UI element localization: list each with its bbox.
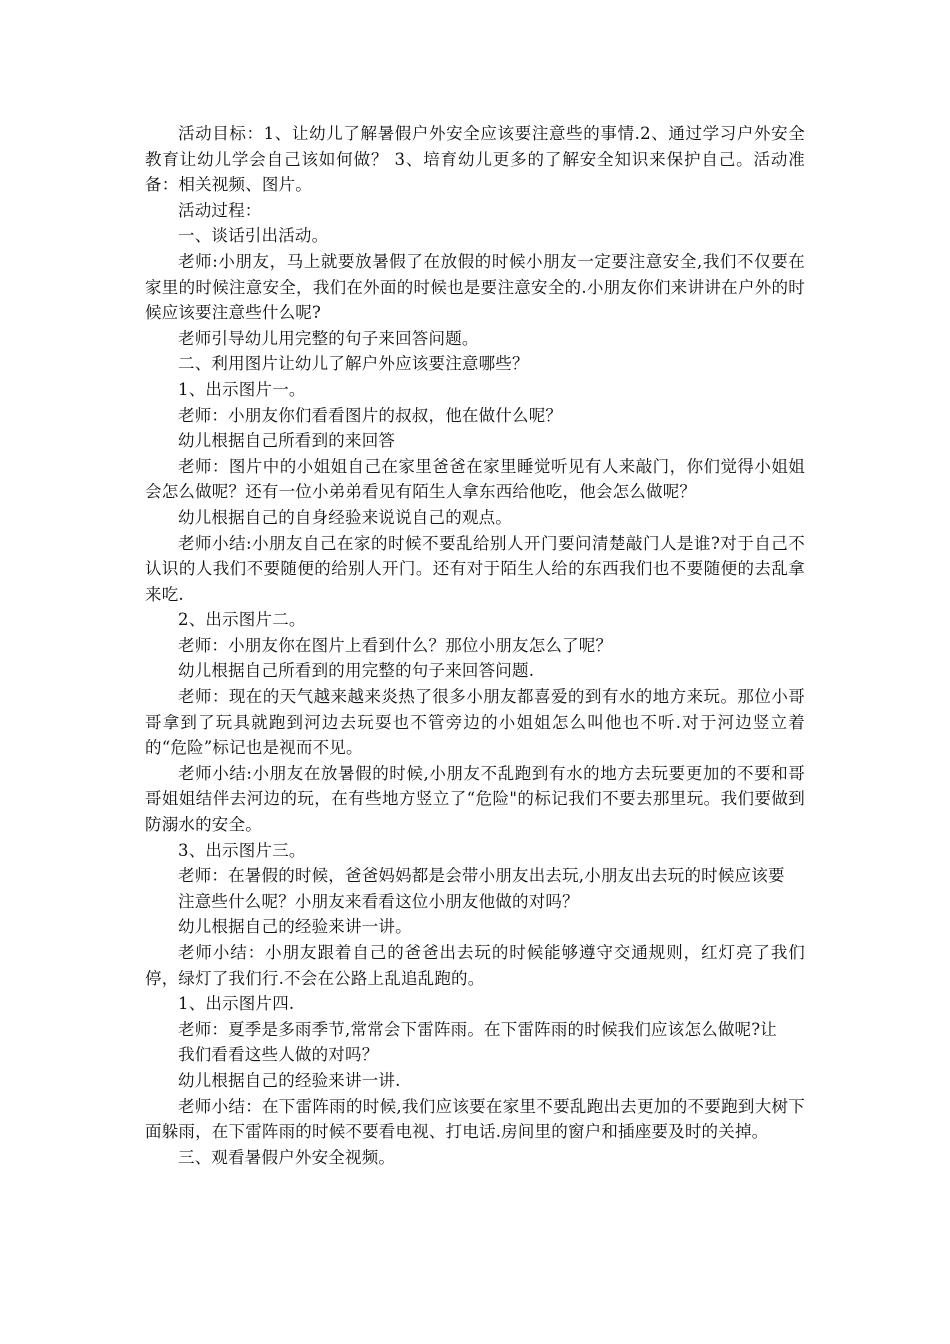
document-paragraph: 幼儿根据自己所看到的来回答 [178, 431, 396, 451]
document-paragraph: 活动目标：1、让幼儿了解暑假户外安全应该要注意些的事情.2、通过学习户外安全教育让幼儿学会自己该如何做？ 3、培育幼儿更多的了解安全知识来保护自己。活动准备：相关视频、图片。 [145, 124, 805, 195]
document-paragraph: 幼儿根据自己的经验来讲一讲. [178, 1070, 401, 1090]
document-body [145, 121, 805, 1170]
document-paragraph: 一、谈话引出活动。 [178, 226, 329, 246]
document-paragraph: 幼儿根据自己所看到的用完整的句子来回答问题. [178, 661, 535, 681]
document-paragraph: 幼儿根据自己的经验来讲一讲。 [178, 917, 412, 937]
document-paragraph: 老师:小朋友，马上就要放暑假了在放假的时候小朋友一定要注意安全,我们不仅要在家里的时候注意安全，我们在外面的时候也是要注意安全的.小朋友你们来讲讲在户外的时候应该要注意些什么呢? [145, 251, 805, 323]
document-paragraph: 二、利用图片让幼儿了解户外应该要注意哪些？ [178, 354, 529, 374]
document-paragraph: 老师小结：小朋友跟着自己的爸爸出去玩的时候能够遵守交通规则，红灯亮了我们停，绿灯了我们行.不会在公路上乱追乱跑的。 [145, 943, 805, 988]
document-paragraph: 老师引导幼儿用完整的句子来回答问题。 [178, 328, 479, 348]
document-paragraph: 老师小结:小朋友自己在家的时候不要乱给别人开门要问清楚敲门人是谁?对于自己不认识的人我们不要随便的给别人开门。还有对于陌生人给的东西我们也不要随便的去乱拿来吃. [145, 533, 805, 604]
document-paragraph: 我们看看这些人做的对吗？ [178, 1045, 379, 1065]
document-paragraph: 老师：夏季是多雨季节,常常会下雷阵雨。在下雷阵雨的时候我们应该怎么做呢?让 [178, 1019, 777, 1039]
document-paragraph: 3、出示图片三。 [178, 840, 306, 860]
document-paragraph: 三、观看暑假户外安全视频。 [178, 1147, 396, 1167]
document-paragraph: 1、出示图片一。 [178, 379, 306, 399]
document-paragraph: 1、出示图片四. [178, 994, 295, 1014]
document-paragraph: 老师：现在的天气越来越来炎热了很多小朋友都喜爱的到有水的地方来玩。那位小哥哥拿到了玩具就跑到河边去玩耍也不管旁边的小姐姐怎么叫他也不听.对于河边竖立着的“危险”标记也是视而不见。 [145, 687, 805, 758]
document-paragraph: 老师：在暑假的时候，爸爸妈妈都是会带小朋友出去玩,小朋友出去玩的时候应该要 [178, 866, 785, 886]
document-paragraph: 幼儿根据自己的自身经验来说说自己的观点。 [178, 507, 512, 527]
document-paragraph: 注意些什么呢？小朋友来看看这位小朋友他做的对吗？ [178, 891, 579, 911]
document-paragraph: 老师：图片中的小姐姐自己在家里爸爸在家里睡觉听见有人来敲门，你们觉得小姐姐会怎么做呢？还有一位小弟弟看见有陌生人拿东西给他吃，他会怎么做呢？ [145, 456, 805, 502]
document-paragraph: 2、出示图片二。 [178, 610, 306, 630]
document-paragraph: 活动过程： [178, 200, 262, 220]
document-paragraph: 老师小结:小朋友在放暑假的时候,小朋友不乱跑到有水的地方去玩要更加的不要和哥哥姐姐结伴去河边的玩，在有些地方竖立了“危险"的标记我们不要去那里玩。我们要做到防溺水的安全。 [145, 763, 805, 835]
document-paragraph: 老师小结：在下雷阵雨的时候,我们应该要在家里不要乱跑出去更加的不要跑到大树下面躲雨，在下雷阵雨的时候不要看电视、打电话.房间里的窗户和插座要及时的关掉。 [145, 1096, 805, 1142]
document-paragraph: 老师：小朋友你在图片上看到什么？那位小朋友怎么了呢？ [178, 635, 613, 655]
document-paragraph: 老师：小朋友你们看看图片的叔叔，他在做什么呢？ [178, 405, 563, 425]
